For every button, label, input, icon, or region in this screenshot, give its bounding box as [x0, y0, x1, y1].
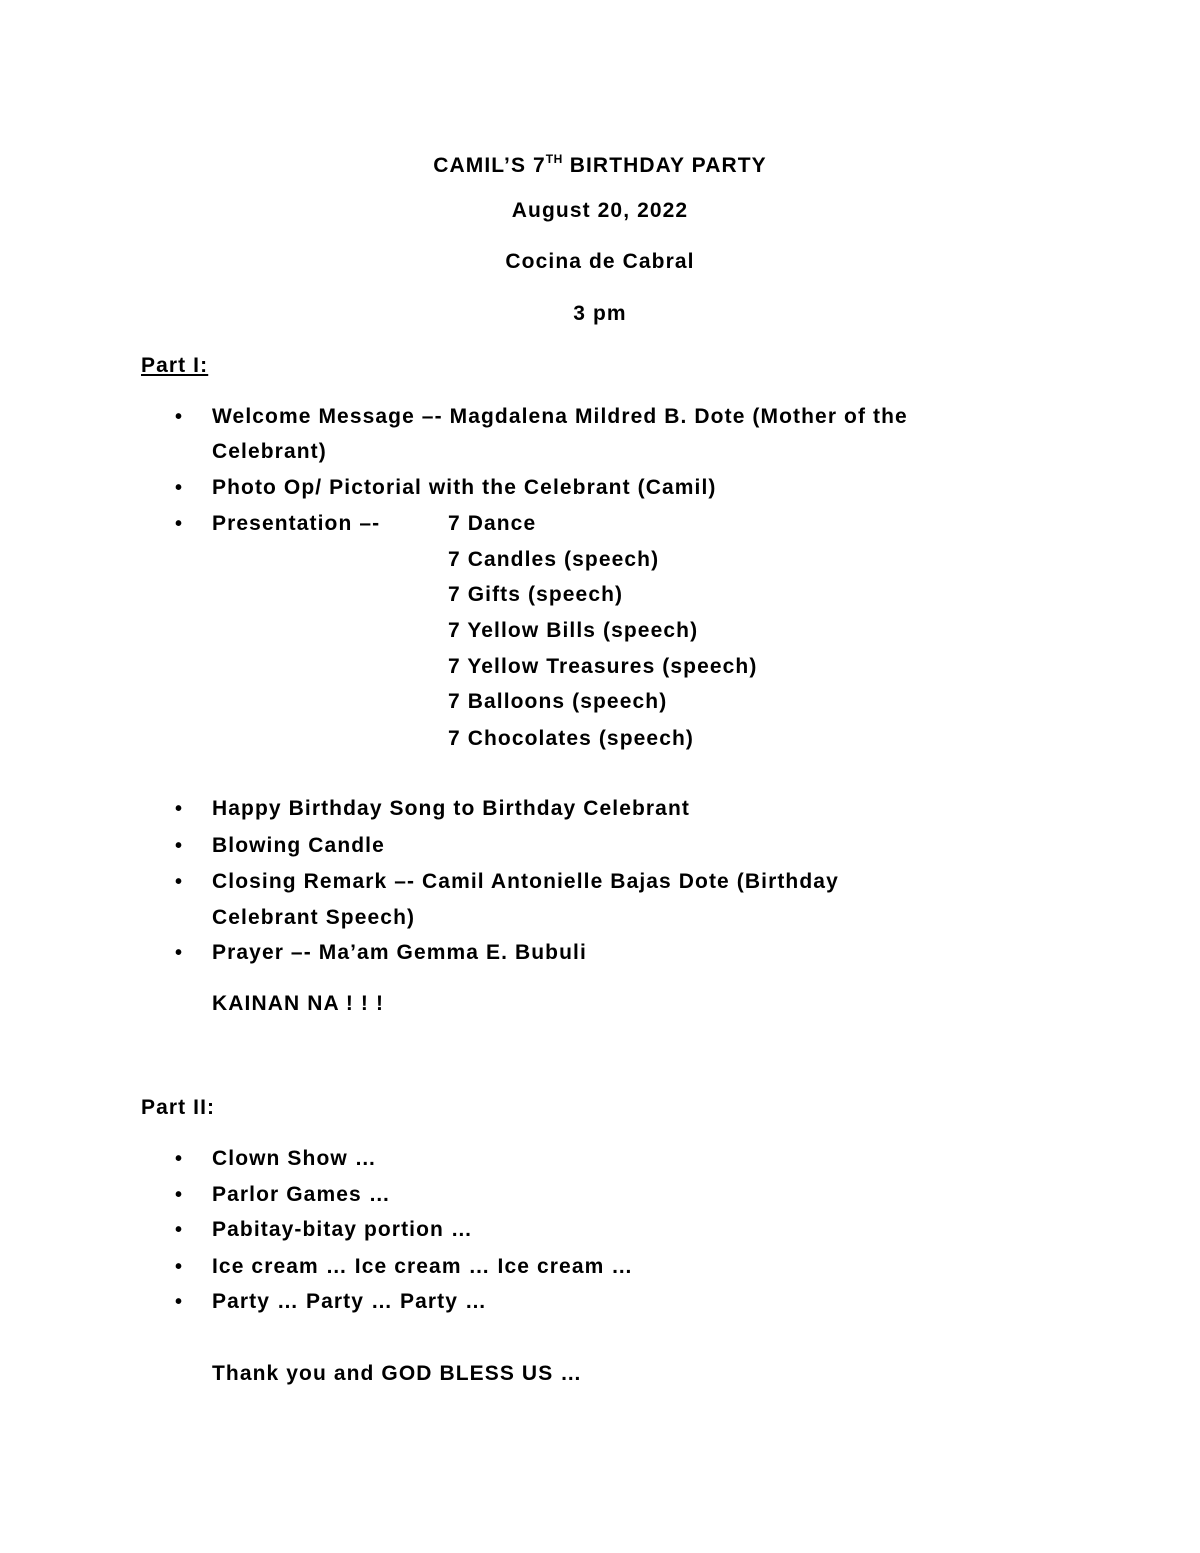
program-item: Ice cream … Ice cream … Ice cream …: [212, 1255, 634, 1278]
bullet: •: [175, 1184, 184, 1206]
bullet: •: [175, 1219, 184, 1241]
part-2-closing: Thank you and GOD BLESS US …: [212, 1362, 583, 1385]
program-item-continuation: Celebrant): [212, 440, 327, 463]
event-time: 3 pm: [573, 302, 627, 325]
bullet: •: [175, 406, 184, 428]
bullet: •: [175, 1256, 184, 1278]
presentation-subitem: 7 Yellow Bills (speech): [448, 619, 699, 642]
presentation-subitem: 7 Dance: [448, 512, 537, 535]
program-item-continuation: Celebrant Speech): [212, 906, 416, 929]
program-item: Parlor Games …: [212, 1183, 391, 1206]
bullet: •: [175, 1148, 184, 1170]
title-suffix: BIRTHDAY PARTY: [562, 154, 767, 177]
program-item: Party … Party … Party …: [212, 1290, 488, 1313]
program-item: Welcome Message –- Magdalena Mildred B. Dote (Mother of the: [212, 405, 908, 428]
event-venue: Cocina de Cabral: [505, 250, 695, 273]
document-title: [0, 147, 1200, 178]
program-item-presentation: Presentation –-: [212, 512, 381, 535]
program-item: Closing Remark –- Camil Antonielle Bajas Dote (Birthday: [212, 870, 839, 893]
part-1-closing: KAINAN NA ! ! !: [212, 992, 385, 1015]
program-item: Happy Birthday Song to Birthday Celebrant: [212, 797, 690, 820]
part-1-heading: Part I:: [141, 354, 209, 377]
title-ordinal-suffix: TH: [545, 152, 563, 166]
bullet: •: [175, 1291, 184, 1313]
presentation-subitem: 7 Gifts (speech): [448, 583, 624, 606]
presentation-subitem: 7 Yellow Treasures (speech): [448, 655, 758, 678]
program-item: Pabitay-bitay portion …: [212, 1218, 473, 1241]
bullet: •: [175, 513, 184, 535]
bullet: •: [175, 835, 184, 857]
event-date: August 20, 2022: [511, 199, 689, 222]
part-2-heading: Part II:: [141, 1096, 216, 1119]
program-item: Blowing Candle: [212, 834, 385, 857]
program-item: Prayer –- Ma’am Gemma E. Bubuli: [212, 941, 587, 964]
program-item: Clown Show …: [212, 1147, 377, 1170]
title-prefix: CAMIL’S 7: [433, 154, 546, 177]
presentation-subitem: 7 Balloons (speech): [448, 690, 668, 713]
bullet: •: [175, 871, 184, 893]
presentation-subitem: 7 Chocolates (speech): [448, 727, 694, 750]
presentation-subitem: 7 Candles (speech): [448, 548, 660, 571]
bullet: •: [175, 798, 184, 820]
bullet: •: [175, 942, 184, 964]
program-item: Photo Op/ Pictorial with the Celebrant (Camil): [212, 476, 717, 499]
bullet: •: [175, 477, 184, 499]
